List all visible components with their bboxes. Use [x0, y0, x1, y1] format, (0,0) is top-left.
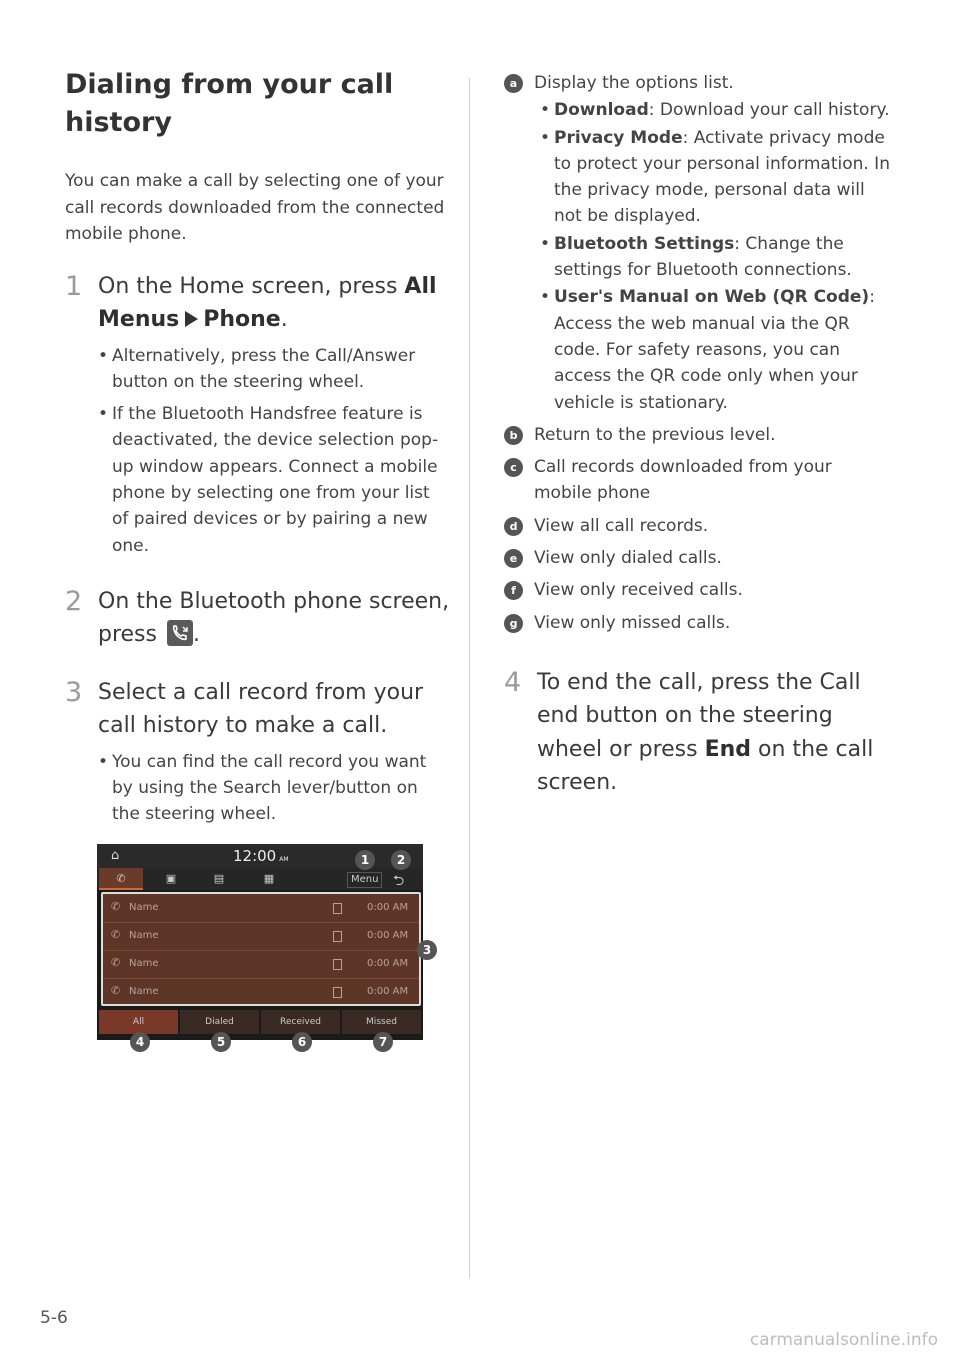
- legend-badge: g: [504, 614, 523, 633]
- step-number: 3: [65, 676, 83, 708]
- step-number: 2: [65, 585, 83, 617]
- contacts-tab-icon: ▣: [165, 872, 177, 885]
- step-4: [504, 666, 894, 800]
- callout-badge: 3: [417, 940, 437, 960]
- phone-type-icon: [333, 987, 342, 998]
- home-icon: ⌂: [111, 848, 120, 863]
- phone-screen-illustration: [97, 844, 432, 1049]
- call-icon: ✆: [111, 984, 121, 997]
- right-column: [504, 70, 894, 800]
- legend-item-d: d View all call records.: [504, 513, 894, 539]
- legend-item-g: g View only missed calls.: [504, 610, 894, 636]
- call-records-list: [101, 892, 421, 1006]
- filter-tabs: [97, 1010, 423, 1036]
- step-text: On the Home screen, press All Menus Phone.: [98, 273, 437, 332]
- options-list: [534, 97, 894, 416]
- step-text: To end the call, press the Call end button on the steering wheel or press End on the call screen.: [537, 669, 874, 796]
- intro-paragraph: You can make a call by selecting one of your call records downloaded from the connected mobile phone.: [65, 171, 445, 244]
- filter-received: Received: [261, 1010, 340, 1034]
- step-2: [65, 585, 450, 652]
- call-history-icon: [167, 620, 193, 646]
- bullet-item: • If the Bluetooth Handsfree feature is deactivated, the device selection pop-up window appears. Connect a mobile phone by selecting one from your list of paired devices or by pairing a new one.: [98, 401, 450, 559]
- legend-item-a: a Display the options list. • Download: Download your call history. • Privacy Mode: Activate privacy mode to protect your personal information. In the privacy mode, personal data will not be displayed. • Bluetooth Settings: Change the settings for Bluetooth connections. • User's Manual on Web (QR Code): Access the web manual via the QR code. For safety reasons, you can access the QR code only when your vehicle is stationary.: [504, 70, 894, 416]
- phone-type-icon: [333, 959, 342, 970]
- callout-badge: 2: [391, 850, 411, 870]
- menu-button: Menu: [347, 872, 382, 888]
- legend-badge: f: [504, 581, 523, 600]
- step-text: On the Bluetooth phone screen, press .: [98, 588, 450, 648]
- option-item: • Bluetooth Settings: Change the settings for Bluetooth connections.: [540, 231, 894, 284]
- callout-badge: 4: [130, 1032, 150, 1052]
- left-column: [65, 66, 450, 828]
- legend-badge: c: [504, 458, 523, 477]
- option-item: • User's Manual on Web (QR Code): Access the web manual via the QR code. For safety reasons, you can access the QR code only when your vehicle is stationary.: [540, 284, 894, 415]
- page-number: 5-6: [40, 1308, 68, 1328]
- legend-badge: b: [504, 426, 523, 445]
- call-icon: ✆: [111, 956, 121, 969]
- back-icon: ⮌: [393, 873, 405, 889]
- call-record-row: ✆ Name 0:00 AM: [103, 894, 419, 923]
- step-number: 4: [504, 666, 522, 698]
- phone-type-icon: [333, 931, 342, 942]
- call-record-row: ✆ Name 0:00 AM: [103, 950, 419, 979]
- legend-badge: d: [504, 517, 523, 536]
- legend-item-c: c Call records downloaded from your mobile phone: [504, 454, 894, 507]
- section-title: Dialing from your call history: [65, 69, 394, 138]
- watermark: carmanualsonline.info: [749, 1330, 938, 1350]
- step-1-bullets: [98, 343, 450, 559]
- favorites-tab-icon: ▤: [213, 872, 225, 885]
- legend-item-b: b Return to the previous level.: [504, 422, 894, 448]
- legend-badge: e: [504, 549, 523, 568]
- bullet-item: • Alternatively, press the Call/Answer button on the steering wheel.: [98, 343, 450, 396]
- option-item: • Download: Download your call history.: [540, 97, 894, 123]
- clock: 12:00 AM: [233, 847, 289, 865]
- legend-badge: a: [504, 74, 523, 93]
- phone-type-icon: [333, 903, 342, 914]
- legend-item-f: f View only received calls.: [504, 577, 894, 603]
- callout-badge: 5: [211, 1032, 231, 1052]
- call-icon: ✆: [111, 900, 121, 913]
- step-1: [65, 270, 450, 559]
- callout-badge: 7: [373, 1032, 393, 1052]
- call-record-row: ✆ Name 0:00 AM: [111, 984, 409, 997]
- step-3: [65, 676, 450, 828]
- step-3-bullets: [98, 749, 450, 828]
- keypad-tab-icon: ▦: [263, 872, 275, 885]
- filter-missed: Missed: [342, 1010, 421, 1034]
- call-history-tab-icon: ✆: [99, 868, 143, 890]
- step-text: Select a call record from your call history to make a call.: [98, 679, 424, 739]
- step-number: 1: [65, 270, 83, 302]
- call-icon: ✆: [111, 928, 121, 941]
- filter-all: All: [99, 1010, 178, 1034]
- column-divider: [469, 78, 470, 1278]
- bullet-item: • You can find the call record you want by using the Search lever/button on the steering wheel.: [98, 749, 450, 828]
- option-item: • Privacy Mode: Activate privacy mode to protect your personal information. In the privacy mode, personal data will not be displayed.: [540, 125, 894, 230]
- callout-badge: 1: [355, 850, 375, 870]
- arrow-right-icon: [185, 311, 198, 327]
- callout-badge: 6: [292, 1032, 312, 1052]
- filter-dialed: Dialed: [180, 1010, 259, 1034]
- legend-item-e: e View only dialed calls.: [504, 545, 894, 571]
- call-record-row: ✆ Name 0:00 AM: [103, 922, 419, 951]
